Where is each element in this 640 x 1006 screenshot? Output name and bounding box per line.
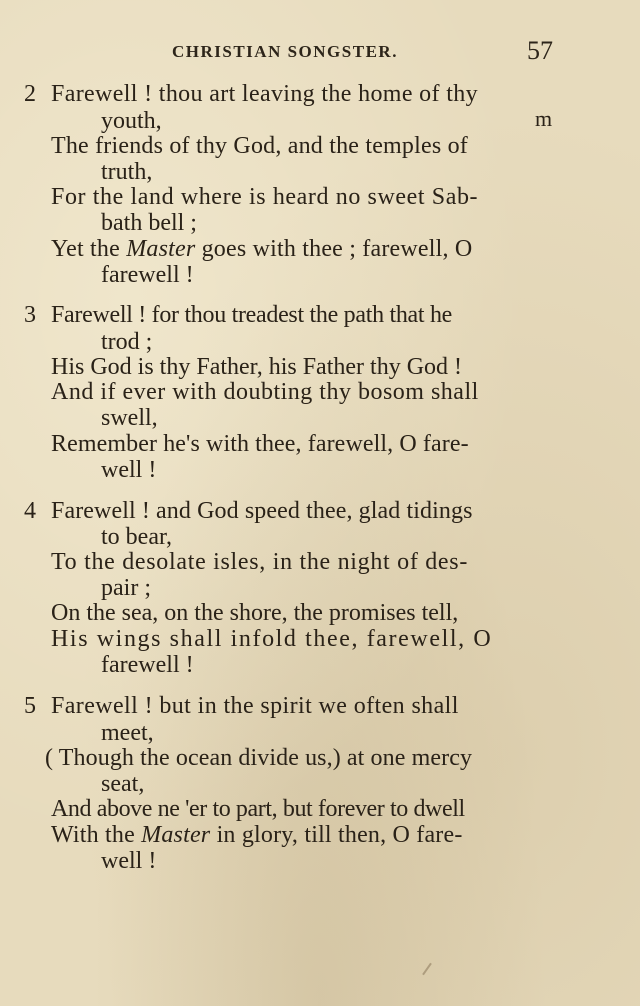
verse-fragment: in glory, till then, O fare- bbox=[216, 822, 463, 848]
verse-line: Farewell ! for thou treadest the path that he bbox=[51, 302, 453, 328]
verse-line: The friends of thy God, and the temples of bbox=[51, 133, 468, 159]
verse-line: Farewell ! but in the spirit we often shall bbox=[51, 693, 459, 719]
verse-fragment: Yet the bbox=[51, 236, 120, 262]
verse-line: swell, bbox=[101, 405, 158, 431]
verse-line: bath bell ; bbox=[101, 210, 197, 236]
italic-word: Master bbox=[126, 236, 196, 262]
verse-line: On the sea, on the shore, the promises tell, bbox=[51, 600, 459, 626]
verse-line: And if ever with doubting thy bosom shall bbox=[51, 379, 479, 405]
verse-line: youth, bbox=[101, 108, 162, 134]
verse-line: seat, bbox=[101, 771, 145, 797]
page-number: 57 bbox=[527, 36, 553, 65]
running-title: CHRISTIAN SONGSTER. bbox=[172, 42, 398, 61]
verse-line: Farewell ! thou art leaving the home of thy bbox=[51, 81, 478, 107]
verse-fragment: With the bbox=[51, 822, 135, 848]
verse-line: His God is thy Father, his Father thy God ! bbox=[51, 354, 463, 380]
stanza-number: 4 bbox=[24, 498, 36, 524]
verse-line: well ! bbox=[101, 457, 157, 483]
verse-line: Farewell ! and God speed thee, glad tidings bbox=[51, 498, 473, 524]
verse-line: pair ; bbox=[101, 575, 151, 601]
verse-line: to bear, bbox=[101, 524, 173, 550]
verse-line: His wings shall infold thee, farewell, O bbox=[51, 626, 493, 652]
verse-line: Remember he's with thee, farewell, O fare- bbox=[51, 431, 469, 457]
paper-scratch-mark bbox=[422, 963, 432, 976]
verse-line: And above ne 'er to part, but forever to dwell bbox=[51, 796, 465, 822]
verse-line: well ! bbox=[101, 848, 157, 874]
verse-line: farewell ! bbox=[101, 262, 194, 288]
verse-line: ( Though the ocean divide us,) at one mercy bbox=[45, 745, 473, 771]
italic-word: Master bbox=[141, 822, 211, 848]
verse-line: To the desolate isles, in the night of des- bbox=[51, 549, 469, 575]
verse-line: For the land where is heard no sweet Sab- bbox=[51, 184, 479, 210]
page-header bbox=[0, 38, 640, 68]
verse-line bbox=[51, 236, 472, 263]
verse-line: trod ; bbox=[101, 329, 153, 355]
verse-line: truth, bbox=[101, 159, 153, 185]
verse-line: meet, bbox=[101, 720, 154, 746]
stanza-number: 2 bbox=[24, 81, 36, 107]
verse-line bbox=[51, 822, 463, 849]
stanza-number: 5 bbox=[24, 693, 36, 719]
stanza-number: 3 bbox=[24, 302, 36, 328]
verse-line: farewell ! bbox=[101, 652, 194, 678]
verse-fragment: goes with thee ; farewell, O bbox=[201, 236, 473, 262]
stray-print-mark: m bbox=[535, 106, 553, 131]
